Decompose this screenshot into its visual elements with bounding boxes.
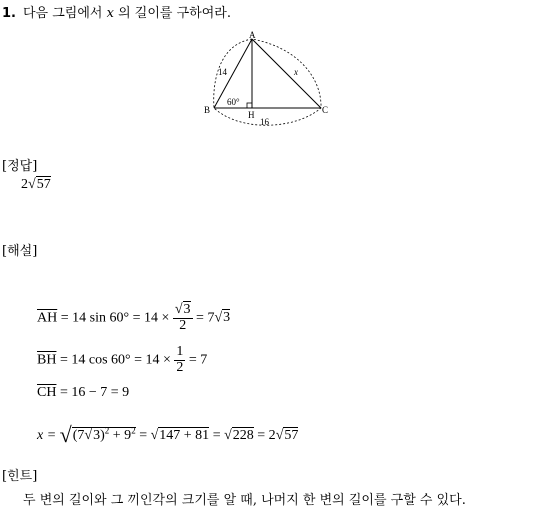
line4-eq3: = 2 <box>257 428 276 443</box>
fraction2-denominator: 2 <box>176 359 184 375</box>
segment-ch: $\overline{CH}$ <box>37 385 57 400</box>
line4-plus: + 9 <box>112 428 132 443</box>
line2-text: = 14 cos 60° = 14 × <box>59 352 171 368</box>
line4-inner-b: ) <box>100 428 105 443</box>
segment-bh: $\overline{BH}$ <box>37 352 57 368</box>
line1-result: = 7 <box>196 310 215 326</box>
question-text-after: 의 길이를 구하여라. <box>118 6 231 21</box>
hint-block <box>2 465 530 513</box>
explanation-line-1: $\overline{AH} = 14$ sin 60° = 14 × $\frac{√3}{2}$ = 7√3 <box>37 302 231 333</box>
question <box>2 2 231 21</box>
line4-outer-radical: $(7√3)^2 + 9^2$ <box>72 425 136 443</box>
explanation-heading: [해설] <box>2 244 38 259</box>
line4-rad1: 147 + 81 <box>159 428 210 443</box>
line4-eq1: = <box>139 428 148 443</box>
answer-heading: [정답] <box>2 159 38 174</box>
fraction-1-over-2 <box>174 345 185 375</box>
line1-text: = 14 sin 60° = 14 × <box>60 310 170 326</box>
line4-inner-radicand: 3 <box>93 428 101 443</box>
vertex-b-label: B <box>204 105 211 115</box>
question-text-before: 다음 그림에서 <box>22 6 103 21</box>
fraction-sqrt3-over-2: $\frac{√3}{2}$ <box>174 302 191 333</box>
answer-coef: 2 <box>21 177 28 192</box>
side-bc-label: 16 <box>260 117 269 127</box>
explanation-line-4: $x = √(7√3)^2 + 9^2 = √147 + 81 = √228 = 2√57$ <box>37 422 299 447</box>
line4-sup2: 2 <box>131 425 136 436</box>
line4-rad3: 57 <box>284 428 299 443</box>
segment-ah: $\overline{AH}$ <box>37 310 58 326</box>
line1-result-radicand: 3 <box>223 310 231 326</box>
line4-rad2: 228 <box>232 428 254 443</box>
foot-h-label: H <box>248 110 255 120</box>
line4-sup: 2 <box>104 425 110 436</box>
hint-text: 두 변의 길이와 그 끼인각의 크기를 알 때, 나머지 한 변의 길이를 구할 수 있다. <box>23 493 466 508</box>
answer-value: 2√57 <box>21 177 51 192</box>
fraction-denominator: 2 <box>179 317 187 333</box>
explanation-line-2 <box>37 345 207 375</box>
line4-inner-a: (7 <box>72 428 85 443</box>
line4-lhs: x = <box>37 428 57 443</box>
line3-text: = 16 − 7 = 9 <box>59 385 130 400</box>
angle-b-label: 60° <box>227 97 240 107</box>
question-variable: x <box>106 6 114 21</box>
hint-heading: [힌트] <box>2 469 38 484</box>
question-number: 1. <box>2 6 16 21</box>
fraction2-numerator: 1 <box>176 344 184 359</box>
right-angle-mark <box>247 103 252 108</box>
fraction-numerator: 3 <box>183 302 191 317</box>
vertex-c-label: C <box>322 105 329 115</box>
dotted-arc <box>214 39 321 125</box>
explanation-line-3 <box>37 385 129 401</box>
side-ab-label: 14 <box>218 67 227 77</box>
triangle-figure <box>200 30 335 130</box>
side-ac-label: x <box>294 67 298 77</box>
line4-eq2: = <box>212 428 221 443</box>
line2-result: = 7 <box>188 352 208 368</box>
answer-radicand: 57 <box>36 177 51 192</box>
vertex-a-label: A <box>249 30 256 40</box>
